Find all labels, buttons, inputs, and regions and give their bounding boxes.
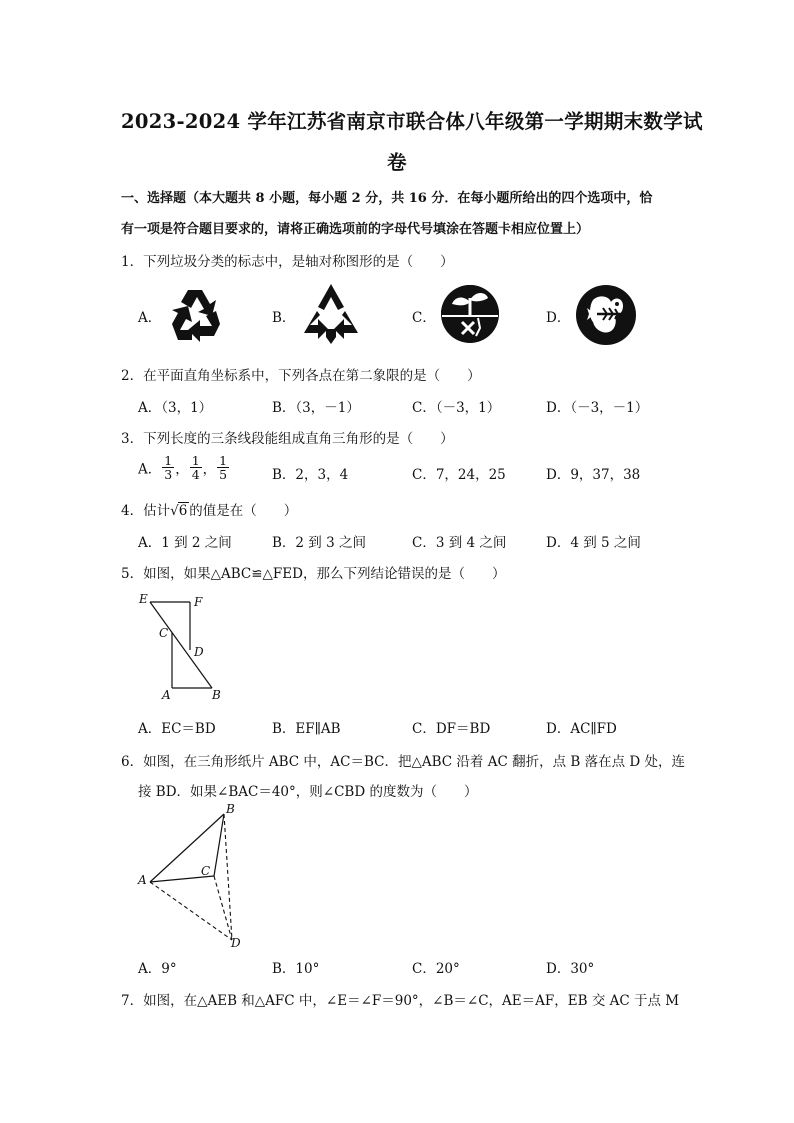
q5-label-e: E	[139, 592, 148, 606]
q5-label-d: D	[194, 645, 204, 659]
q6-option-c: C．20°	[412, 961, 460, 977]
q3-option-a: A． $\frac{1}{3}$ ， $\frac{1}{4}$ ， $\frac{1}{5}$	[138, 453, 228, 483]
triangle-arrows-icon	[300, 281, 362, 347]
square-root: √ 6	[170, 503, 188, 519]
fraction: $\frac{1}{5}$	[219, 453, 228, 483]
plant-icon	[440, 284, 500, 344]
question-2-stem: 2．在平面直角坐标系中，下列各点在第二象限的是（ ）	[121, 368, 481, 384]
q5-label-a: A	[162, 688, 171, 702]
q3-option-c: C．7，24，25	[412, 467, 506, 483]
q4-option-a: A．1 到 2 之间	[138, 535, 232, 551]
question-3-stem: 3．下列长度的三条线段能组成直角三角形的是（ ）	[121, 431, 454, 447]
q5-label-b: B	[212, 688, 221, 702]
q6-label-d: D	[231, 936, 241, 950]
fraction: $\frac{1}{4}$	[191, 453, 200, 483]
question-5-stem: 5．如图，如果△ABC≌△FED，那么下列结论错误的是（ ）	[121, 566, 506, 582]
fraction: $\frac{1}{3}$	[164, 453, 173, 483]
q6-label-b: B	[226, 802, 235, 816]
recycle-icon	[164, 284, 226, 346]
q5-option-d: D．AC∥FD	[546, 721, 617, 737]
q1-option-d-letter: D．	[546, 310, 571, 326]
q5-option-b: B．EF∥AB	[272, 721, 341, 737]
q5-option-c: C．DF＝BD	[412, 721, 491, 737]
q1-option-b-letter: B．	[272, 310, 296, 326]
q6-label-a: A	[138, 873, 147, 887]
q1-option-c-letter: C．	[412, 310, 436, 326]
question-6-stem-line2: 接 BD．如果∠BAC＝40°，则∠CBD 的度数为（ ）	[138, 784, 478, 800]
q2-option-c: C．（－3，1）	[412, 400, 501, 416]
section-header-cont: 有一项是符合题目要求的，请将正确选项前的字母代号填涂在答题卡相应位置上）	[121, 222, 590, 237]
q3-option-a-letter: A．	[138, 461, 162, 478]
q1-option-a-letter: A．	[138, 310, 162, 326]
q6-figure	[140, 800, 250, 950]
question-6-stem-line1: 6．如图，在三角形纸片 ABC 中，AC＝BC．把△ABC 沿着 AC 翻折，点 B 落在点 D 处，连	[121, 754, 685, 770]
q4-option-b: B．2 到 3 之间	[272, 535, 366, 551]
radical-sign-icon: √	[170, 503, 179, 519]
q2-option-b: B．（3，－1）	[272, 400, 360, 416]
question-7-stem: 7．如图，在△AEB 和△AFC 中，∠E＝∠F＝90°，∠B＝∠C，AE＝AF，EB 交 AC 于点 M	[121, 993, 680, 1009]
q5-label-f: F	[194, 595, 203, 609]
q6-option-a: A．9°	[138, 961, 177, 977]
q6-option-b: B．10°	[272, 961, 320, 977]
question-4-stem: 4．估计 √ 6 的值是在（ ）	[121, 503, 298, 519]
q4-option-c: C．3 到 4 之间	[412, 535, 507, 551]
q3-option-b: B．2，3，4	[272, 467, 349, 483]
q2-option-d: D．（－3，－1）	[546, 400, 649, 416]
section-header: 一、选择题（本大题共 8 小题，每小题 2 分，共 16 分．在每小题所给出的四个选项中，恰	[121, 191, 653, 206]
q5-label-c: C	[159, 626, 169, 640]
q6-label-c: C	[201, 864, 211, 878]
page-title-cont: 卷	[387, 151, 407, 174]
q3-option-d: D．9，37，38	[546, 467, 641, 483]
q2-option-a: A．（3，1）	[138, 400, 213, 416]
q5-option-a: A．EC＝BD	[138, 721, 216, 737]
page-title: 2023-2024 学年江苏省南京市联合体八年级第一学期期末数学试	[121, 110, 703, 133]
q4-option-d: D．4 到 5 之间	[546, 535, 641, 551]
fishbone-apple-icon	[575, 284, 637, 346]
q6-option-d: D．30°	[546, 961, 595, 977]
question-1-stem: 1．下列垃圾分类的标志中，是轴对称图形的是（ ）	[121, 254, 454, 270]
